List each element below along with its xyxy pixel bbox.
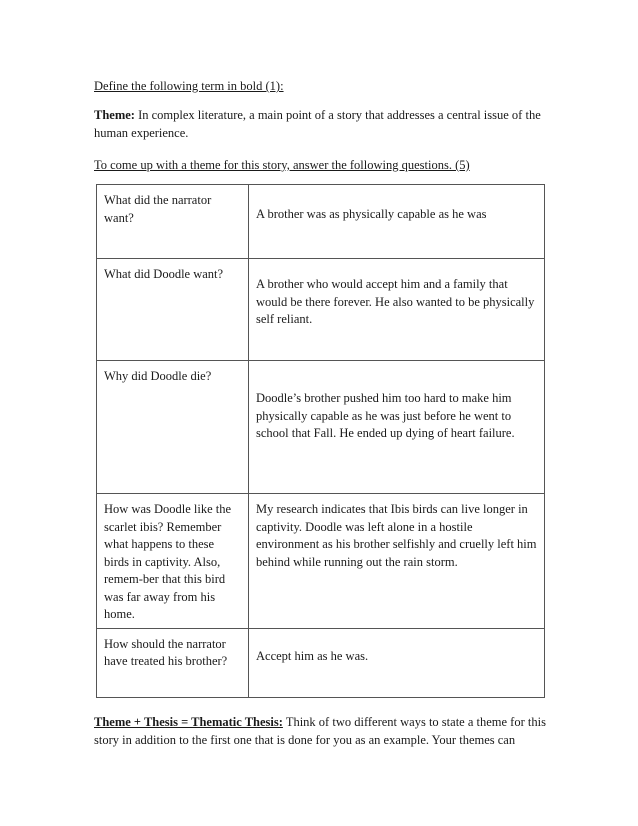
answer-cell — [249, 259, 545, 361]
questions-instruction: To come up with a theme for this story, answer the following questions. (5) — [94, 158, 470, 172]
theme-definition — [94, 106, 550, 142]
answer-text: Doodle’s brother pushed him too hard to make him physically capable as he was just before he went to school that Fall. He ended up dying of heart failure. — [256, 391, 515, 440]
table-row — [97, 361, 545, 494]
answer-text: A brother who would accept him and a family that would be there forever. He also wanted to be physically self reliant. — [256, 277, 535, 326]
question-cell: What did the narrator want? — [97, 185, 249, 259]
answer-cell — [249, 185, 545, 259]
answer-cell — [249, 361, 545, 494]
table-row — [97, 628, 545, 697]
table-row — [97, 259, 545, 361]
define-term-instruction: Define the following term in bold (1): — [94, 79, 284, 93]
answer-cell: My research indicates that Ibis birds can live longer in captivity. Doodle was left alone in a hostile environment as his brother selfishly and cruelly left him behind while running out the rain storm. — [249, 494, 545, 629]
answer-cell — [249, 628, 545, 697]
answer-text: Accept him as he was. — [256, 648, 369, 663]
theme-questions-table — [96, 184, 545, 698]
thematic-thesis-paragraph — [94, 713, 550, 749]
thematic-thesis-text: Think of two different ways to state a theme for this story in addition to the first one that is done for you as an example. Your themes can — [94, 715, 546, 747]
theme-label: Theme: — [94, 108, 135, 122]
theme-definition-text: In complex literature, a main point of a story that addresses a central issue of the human experience. — [94, 108, 541, 140]
question-cell: How was Doodle like the scarlet ibis? Remember what happens to these birds in captivity. Also, remem-ber that this bird was far away from his home. — [97, 494, 249, 629]
answer-text: A brother was as physically capable as he was — [256, 207, 487, 221]
question-cell: What did Doodle want? — [97, 259, 249, 361]
thematic-thesis-label: Theme + Thesis = Thematic Thesis: — [94, 715, 283, 729]
question-cell: How should the narrator have treated his brother? — [97, 628, 249, 697]
question-cell: Why did Doodle die? — [97, 361, 249, 494]
table-row — [97, 185, 545, 259]
table-row — [97, 494, 545, 629]
